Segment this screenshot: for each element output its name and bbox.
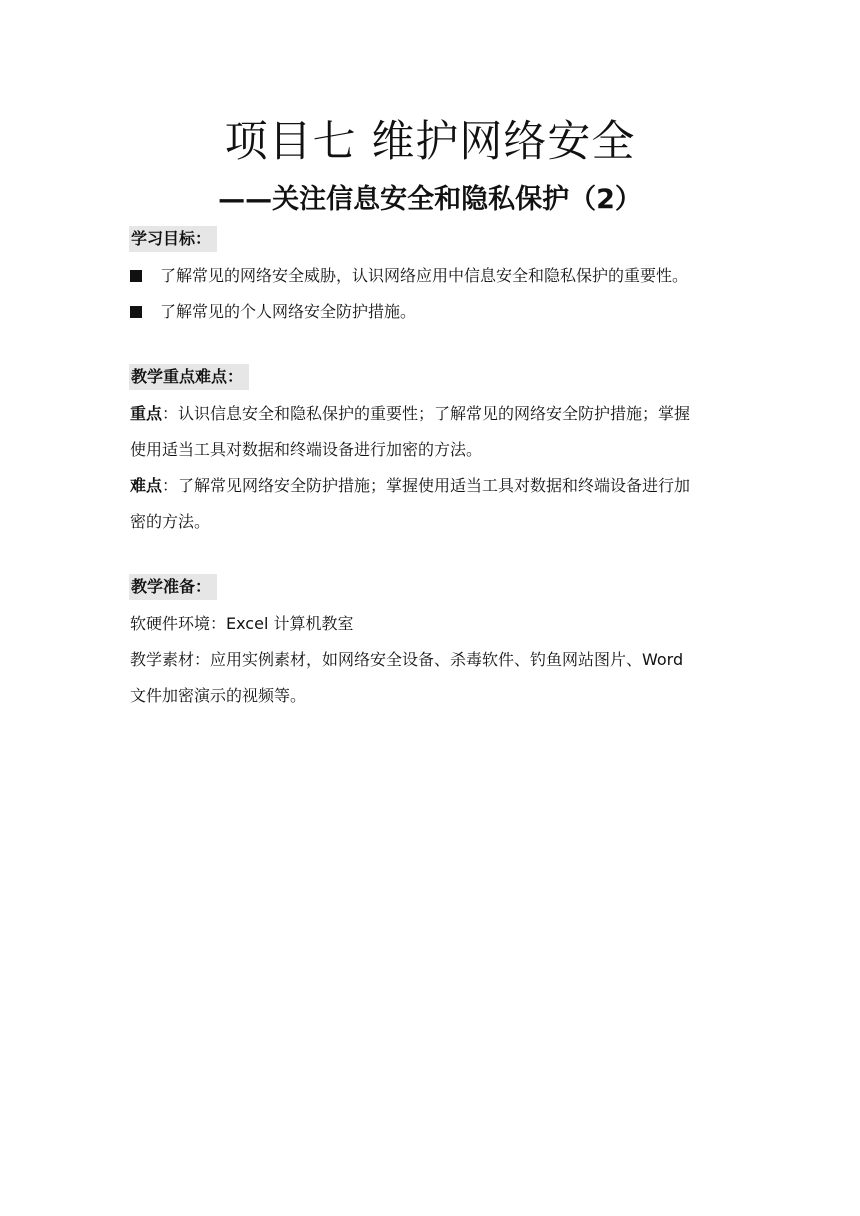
focus-line-2: 使用适当工具对数据和终端设备进行加密的方法。 [130,440,483,459]
environment-line: 软硬件环境：Excel 计算机教室 [130,614,354,633]
square-bullet-icon [130,270,142,282]
goal-item-2 [130,300,750,324]
goal-text-1: 了解常见的网络安全威胁，认识网络应用中信息安全和隐私保护的重要性。 [160,266,689,285]
key-points-heading: 教学重点难点： [129,364,249,390]
materials-line-2: 文件加密演示的视频等。 [130,686,307,705]
focus-label: 重点 [130,404,163,423]
difficulty-line-2: 密的方法。 [130,512,211,531]
preparation-heading: 教学准备： [129,574,217,600]
focus-text-1: ：认识信息安全和隐私保护的重要性；了解常见的网络安全防护措施；掌握 [162,404,691,423]
materials-line-1: 教学素材：应用实例素材，如网络安全设备、杀毒软件、钓鱼网站图片、Word [130,650,684,669]
focus-line-1 [130,402,740,426]
goals-heading: 学习目标： [129,226,217,252]
document-title: 项目七 维护网络安全 [224,117,636,167]
difficulty-line-1 [130,474,740,498]
document-subtitle: ——关注信息安全和隐私保护（2） [218,184,642,215]
goal-text-2: 了解常见的个人网络安全防护措施。 [160,302,417,321]
square-bullet-icon [130,306,142,318]
difficulty-text-1: ：了解常见网络安全防护措施；掌握使用适当工具对数据和终端设备进行加 [162,476,691,495]
difficulty-label: 难点 [130,476,163,495]
goal-item-1 [130,264,750,288]
